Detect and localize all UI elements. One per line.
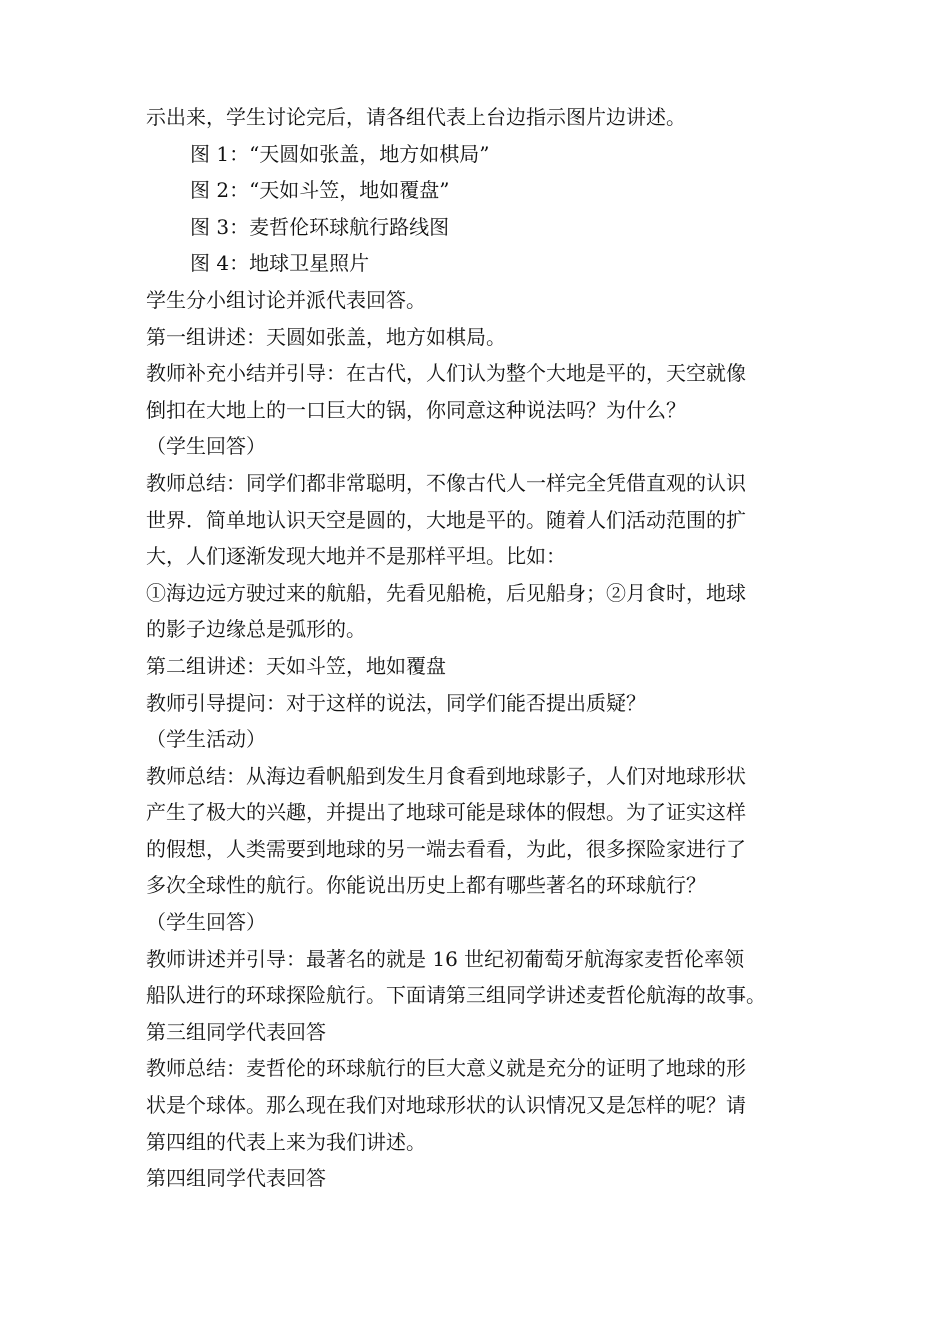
text-line: 第二组讲述：天如斗笠，地如覆盘: [146, 653, 446, 678]
text-line: 状是个球体。那么现在我们对地球形状的认识情况又是怎样的呢？请: [146, 1093, 746, 1118]
text-line: 学生分小组讨论并派代表回答。: [146, 287, 426, 312]
text-line: 的影子边缘总是弧形的。: [146, 617, 366, 642]
text-line: 第三组同学代表回答: [146, 1019, 326, 1044]
text-line: 教师总结：同学们都非常聪明，不像古代人一样完全凭借直观的认识: [146, 470, 746, 495]
figure-caption-1: 图 1：“天圆如张盖，地方如棋局”: [190, 141, 490, 166]
text-line: 世界．简单地认识天空是圆的，大地是平的。随着人们活动范围的扩: [146, 507, 746, 532]
text-line: （学生回答）: [146, 434, 266, 459]
text-line: 船队进行的环球探险航行。下面请第三组同学讲述麦哲伦航海的故事。: [146, 983, 766, 1008]
text-line: 产生了极大的兴趣，并提出了地球可能是球体的假想。为了证实这样: [146, 800, 746, 825]
text-line: （学生回答）: [146, 910, 266, 935]
text-line: 教师引导提问：对于这样的说法，同学们能否提出质疑？: [146, 690, 646, 715]
text-line: （学生活动）: [146, 727, 266, 752]
text-line: 教师总结：麦哲伦的环球航行的巨大意义就是充分的证明了地球的形: [146, 1056, 746, 1081]
text-line: 教师总结：从海边看帆船到发生月食看到地球影子，人们对地球形状: [146, 763, 746, 788]
text-line: 第四组的代表上来为我们讲述。: [146, 1129, 426, 1154]
text-line: 第一组讲述：天圆如张盖，地方如棋局。: [146, 324, 506, 349]
text-line: 的假想，人类需要到地球的另一端去看看，为此，很多探险家进行了: [146, 836, 746, 861]
text-line: 第四组同学代表回答: [146, 1166, 326, 1191]
text-line: ①海边远方驶过来的航船，先看见船桅，后见船身；②月食时，地球: [146, 580, 746, 605]
text-line: 倒扣在大地上的一口巨大的锅，你同意这种说法吗？为什么？: [146, 397, 686, 422]
figure-caption-2: 图 2：“天如斗笠，地如覆盘”: [190, 178, 450, 203]
text-line: 多次全球性的航行。你能说出历史上都有哪些著名的环球航行？: [146, 873, 706, 898]
figure-caption-3: 图 3：麦哲伦环球航行路线图: [190, 214, 450, 239]
text-line: 教师补充小结并引导：在古代，人们认为整个大地是平的，天空就像: [146, 361, 746, 386]
figure-caption-4: 图 4：地球卫星照片: [190, 251, 370, 276]
text-line: 大，人们逐渐发现大地并不是那样平坦。比如：: [146, 544, 566, 569]
document-body: [146, 99, 826, 1197]
text-line: 教师讲述并引导：最著名的就是 16 世纪初葡萄牙航海家麦哲伦率领: [146, 946, 745, 971]
text-line: 示出来，学生讨论完后，请各组代表上台边指示图片边讲述。: [146, 105, 686, 129]
